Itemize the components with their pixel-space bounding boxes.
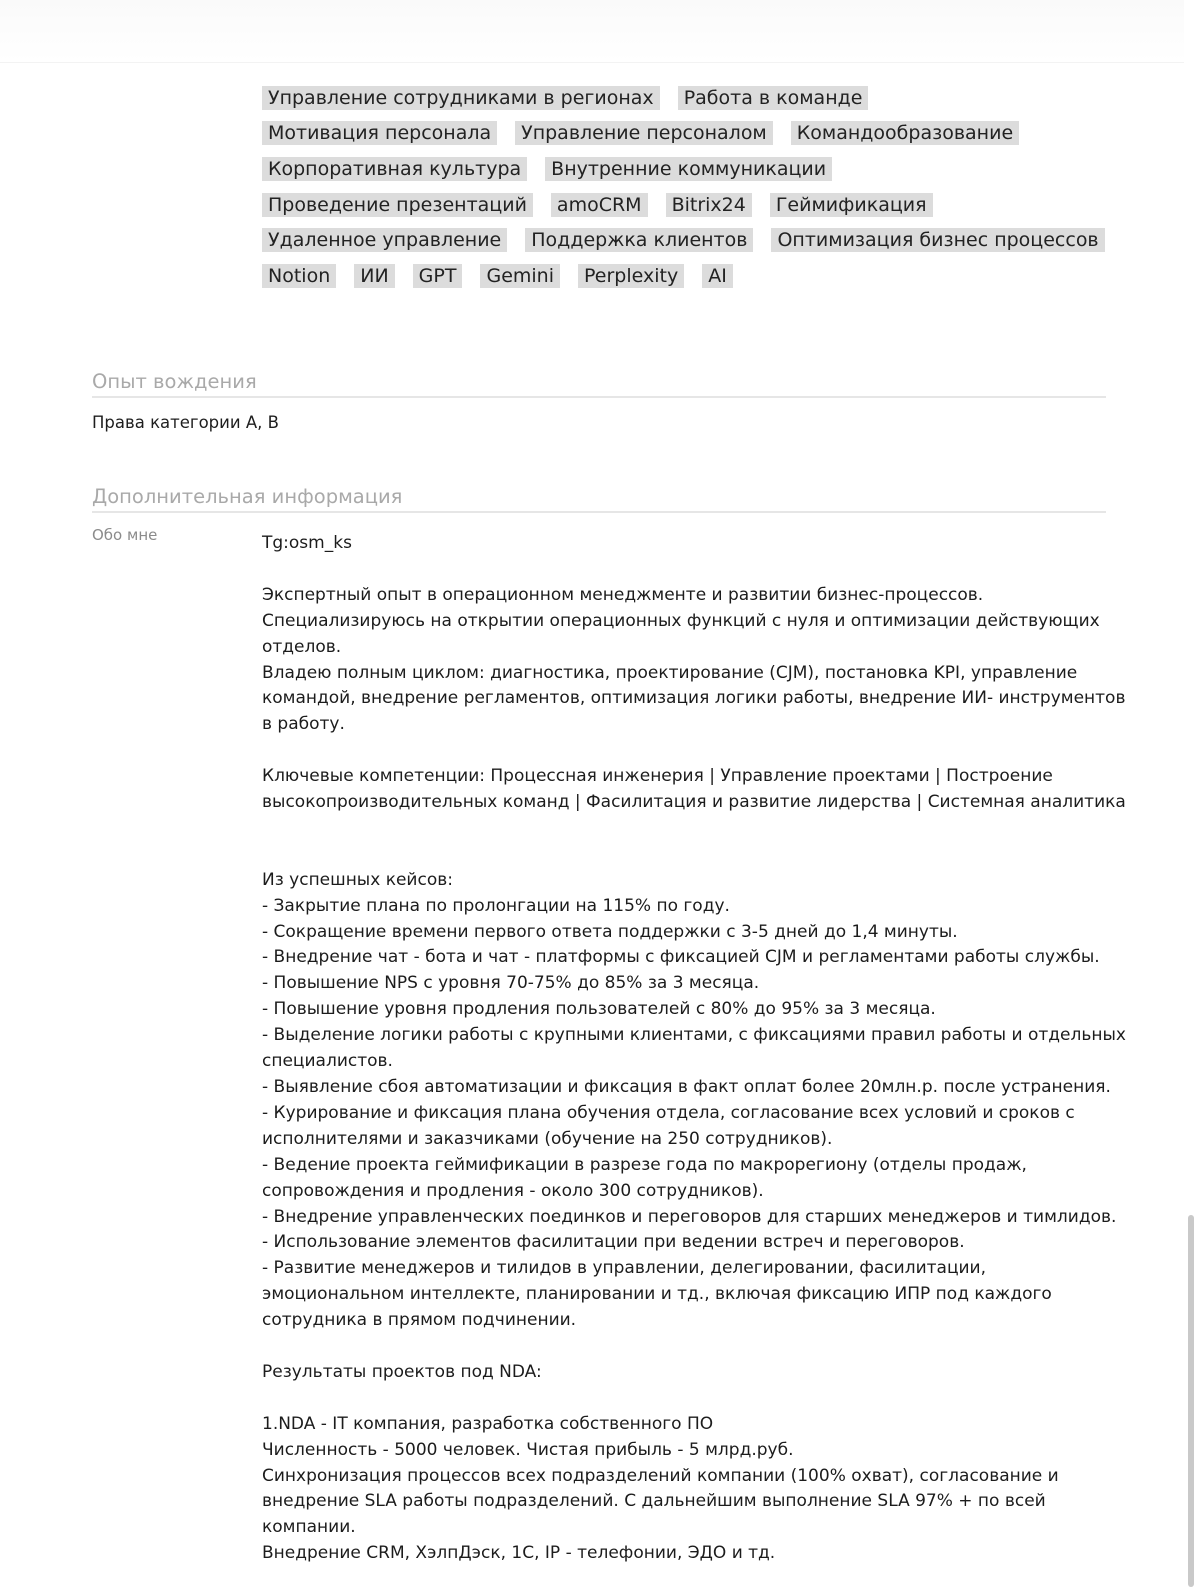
case-line: - Ведение проекта геймификации в разрезе года по макрорегиону (отделы продаж,	[262, 1154, 1027, 1175]
skill-tag: Проведение презентаций	[262, 193, 533, 217]
nda-line: Внедрение CRM, ХэлпДэск, 1С, IP - телефонии, ЭДО и тд.	[262, 1543, 776, 1564]
skill-tag: Работа в команде	[678, 86, 869, 110]
intro-line: Владею полным циклом: диагностика, проектирование (CJM), постановка KPI, управление	[262, 662, 1078, 683]
skill-tag: AI	[702, 264, 733, 288]
cases-list	[262, 868, 1126, 1334]
telegram-handle: Tg:osm_ks	[262, 533, 352, 553]
nda-line: 1.NDA - IT компания, разработка собственного ПО	[262, 1413, 714, 1434]
intro-line: командой, внедрение регламентов, оптимизация логики работы, внедрение ИИ- инструментов	[262, 688, 1126, 709]
driving-section-title: Опыт вождения	[92, 369, 1106, 398]
skill-row	[262, 151, 1122, 187]
nda-line: компании.	[262, 1517, 356, 1538]
skill-tag: Perplexity	[578, 264, 684, 288]
case-line: эмоциональном интеллекте, планировании и тд., включая фиксацию ИПР под каждого	[262, 1284, 1052, 1305]
nda-line: Численность - 5000 человек. Чистая прибыль - 5 млрд.руб.	[262, 1439, 794, 1460]
nda-line: внедрение SLA работы подразделений. С дальнейшим выполнение SLA 97% + по всей	[262, 1491, 1046, 1512]
skill-row	[262, 187, 1122, 223]
top-fade	[0, 0, 1200, 63]
skill-row	[262, 116, 1122, 152]
skill-tag: ИИ	[354, 264, 394, 288]
skill-tag: Командообразование	[791, 121, 1019, 145]
case-line: - Сокращение времени первого ответа поддержки с 3-5 дней до 1,4 минуты.	[262, 921, 958, 942]
case-line: Из успешных кейсов:	[262, 869, 453, 890]
case-line: сотрудника в прямом подчинении.	[262, 1310, 577, 1331]
case-line: - Повышение уровня продления пользователей с 80% до 95% за 3 месяца.	[262, 999, 936, 1020]
case-line: - Внедрение чат - бота и чат - платформы с фиксацией CJM и регламентами работы службы.	[262, 947, 1100, 968]
competencies-paragraph	[262, 764, 1126, 816]
skill-row	[262, 258, 1122, 294]
skill-row	[262, 80, 1122, 116]
nda-line: Синхронизация процессов всех подразделений компании (100% охват), согласование и	[262, 1465, 1059, 1486]
case-line: - Выявление сбоя автоматизации и фиксация в факт оплат более 20млн.р. после устранения.	[262, 1076, 1111, 1097]
about-me-text	[262, 531, 1126, 1567]
case-line: - Курирование и фиксация плана обучения отдела, согласование всех условий и сроков с	[262, 1102, 1075, 1123]
skill-tag: Notion	[262, 264, 336, 288]
intro-line: в работу.	[262, 714, 345, 735]
skill-tag: amoCRM	[551, 193, 648, 217]
case-line: - Повышение NPS с уровня 70-75% до 85% за 3 месяца.	[262, 973, 760, 994]
case-line: - Выделение логики работы с крупными клиентами, с фиксациями правил работы и отдельных	[262, 1025, 1126, 1046]
skill-tag: Корпоративная культура	[262, 157, 527, 181]
skill-tag: Удаленное управление	[262, 228, 507, 252]
intro-line: Специализируюсь на открытии операционных функций с нуля и оптимизации действующих	[262, 610, 1100, 631]
skill-tag: Gemini	[480, 264, 560, 288]
driving-license-value: Права категории A, B	[92, 413, 279, 432]
skill-tag: GPT	[413, 264, 463, 288]
skills-tag-list	[262, 80, 1122, 294]
intro-line: отделов.	[262, 636, 342, 657]
nda-paragraph	[262, 1412, 1122, 1567]
case-line: - Использование элементов фасилитации при ведении встреч и переговоров.	[262, 1232, 965, 1253]
additional-info-section-title: Дополнительная информация	[92, 484, 1106, 513]
about-me-label: Обо мне	[92, 526, 158, 544]
skill-row	[262, 222, 1122, 258]
skill-tag: Bitrix24	[666, 193, 752, 217]
skill-tag: Геймификация	[770, 193, 933, 217]
case-line: - Закрытие плана по пролонгации на 115% по году.	[262, 895, 730, 916]
case-line: сопровождения и продления - около 300 сотрудников).	[262, 1180, 764, 1201]
skill-tag: Оптимизация бизнес процессов	[771, 228, 1104, 252]
skill-tag: Поддержка клиентов	[525, 228, 753, 252]
competencies-line: Ключевые компетенции: Процессная инженерия | Управление проектами | Построение	[262, 766, 1053, 787]
nda-title: Результаты проектов под NDA:	[262, 1361, 542, 1382]
case-line: - Развитие менеджеров и тилидов в управлении, делегировании, фасилитации,	[262, 1258, 987, 1279]
intro-paragraph	[262, 583, 1126, 738]
skill-tag: Управление сотрудниками в регионах	[262, 86, 660, 110]
skill-tag: Мотивация персонала	[262, 121, 497, 145]
case-line: исполнителями и заказчиками (обучение на 250 сотрудников).	[262, 1128, 833, 1149]
case-line: специалистов.	[262, 1051, 393, 1072]
competencies-line: высокопроизводительных команд | Фасилитация и развитие лидерства | Системная аналитика	[262, 792, 1126, 813]
skill-tag: Внутренние коммуникации	[545, 157, 832, 181]
skill-tag: Управление персоналом	[515, 121, 773, 145]
scrollbar-thumb[interactable]	[1188, 1215, 1194, 1587]
case-line: - Внедрение управленческих поединков и переговоров для старших менеджеров и тимлидов.	[262, 1206, 1117, 1227]
intro-line: Экспертный опыт в операционном менеджменте и развитии бизнес-процессов.	[262, 584, 984, 605]
